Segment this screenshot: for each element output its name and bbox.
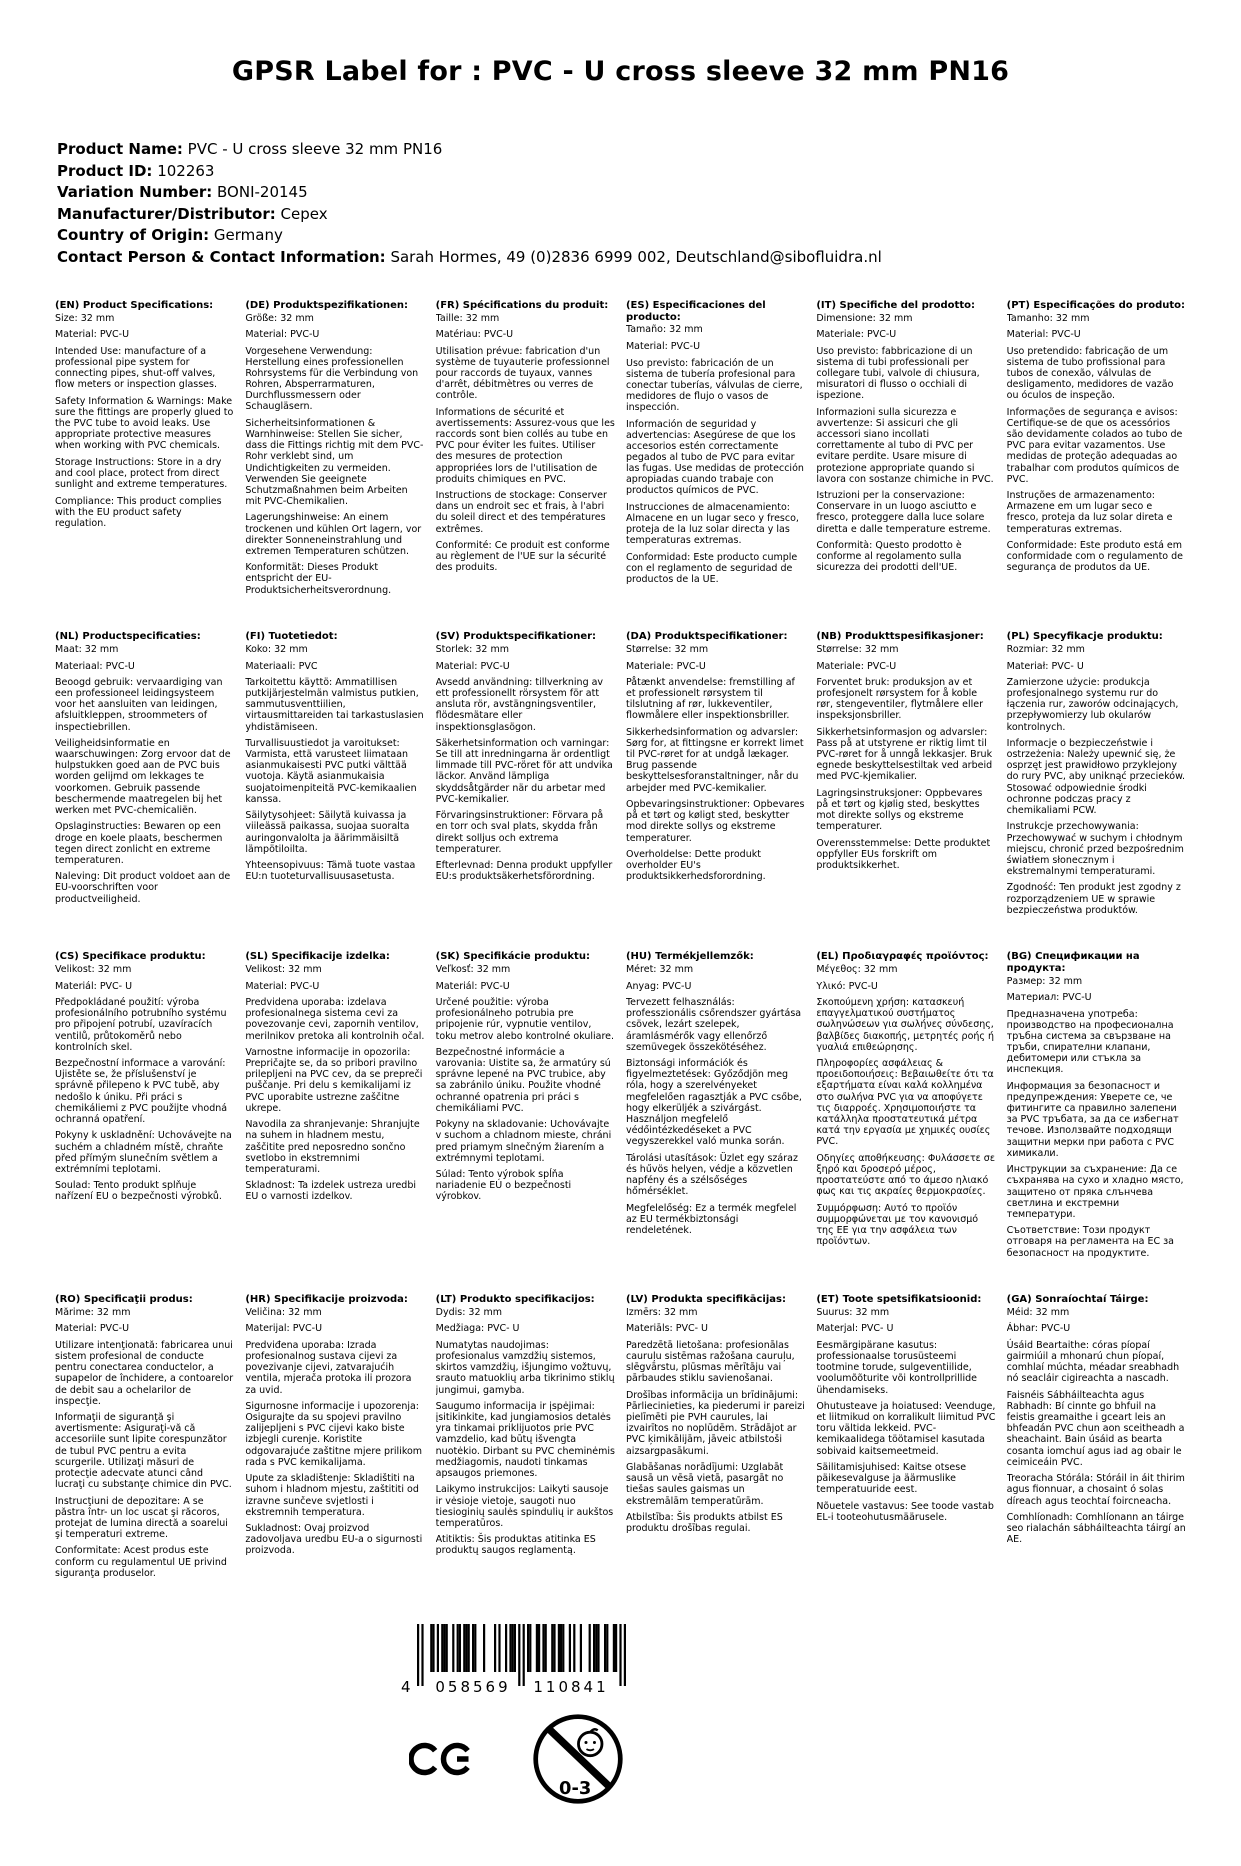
spec-heading-hr: (HR) Specifikacije proizvoda: xyxy=(245,1294,408,1306)
spec-heading-sv: (SV) Produktspecifikationer: xyxy=(435,631,597,643)
spec-heading-sl: (SL) Specifikacije izdelka: xyxy=(245,951,390,963)
spec-heading-pt: (PT) Especificações do produto: xyxy=(1006,300,1186,311)
spec-paragraph: Material: PVC-U xyxy=(625,340,701,352)
spec-block-lv xyxy=(626,1294,805,1584)
spec-paragraph: Material: PVC-U xyxy=(245,329,320,341)
spec-paragraph: Ohutusteave ja hoiatused: Veenduge, et liitmikud on korralikult liimitud PVC toru vältida lekkeid. PVC-kemikaalidega töötamisel kasutada sobivaid kaitsemeetmeid. xyxy=(816,1401,996,1457)
spec-paragraph: Rozmiar: 32 mm xyxy=(1006,643,1085,655)
spec-paragraph: Säilytysohjeet: Säilytä kuivassa ja viileässä paikassa, suojaa suoralta auringonvalolta ja äärimmäisiltä lämpötiloilta. xyxy=(245,810,410,855)
spec-paragraph: Tamanho: 32 mm xyxy=(1006,312,1090,324)
barcode-group1: 058569 xyxy=(435,1678,511,1697)
spec-block-fr xyxy=(436,300,615,601)
spec-paragraph: Istruzioni per la conservazione: Conservare in un luogo asciutto e fresco, proteggere dalla luce solare diretta e dalle temperature estreme. xyxy=(816,490,991,535)
spec-paragraph: Suurus: 32 mm xyxy=(816,1306,890,1318)
spec-heading-es: (ES) Especificaciones del producto: xyxy=(625,300,766,323)
spec-paragraph: Tarkoitettu käyttö: Ammatillisen putkijärjestelmän valmistus putkien, sammutusventtiilien, virtausmittareiden tai tarkastuslasien yhdistämiseen. xyxy=(245,677,424,733)
spec-paragraph: Uso previsto: fabbricazione di un sistema di tubi professionali per collegare tubi, valvole di chiusura, misuratori di flusso o occhiali di ispezione. xyxy=(816,345,980,402)
spec-heading-fi: (FI) Tuotetiedot: xyxy=(245,631,338,643)
spec-block-it xyxy=(816,300,995,601)
spec-paragraph: Turvallisuustiedot ja varoitukset: Varmista, että varusteet liimataan asianmukaisesti PVC putki välttää vuotoja. Käytä asianmukaisia suojatoimenpiteitä PVC-kemikaalien kanssa. xyxy=(245,738,417,805)
spec-paragraph: Storage Instructions: Store in a dry and cool place, protect from direct sunlight and extreme temperatures. xyxy=(55,456,228,491)
spec-paragraph: Laikymo instrukcijos: Laikyti sausoje ir vėsioje vietoje, saugoti nuo tiesioginių saulės spindulių ir aukštos temperatūros. xyxy=(435,1484,614,1529)
spec-paragraph: Säkerhetsinformation och varningar: Se till att inredningarna är ordentligt limmade till PVC-röret för att undvika läckor. Använd lämpliga skyddsåtgärder när du arbetar med PVC-kemikalier. xyxy=(435,738,613,805)
spec-paragraph: Pokyny k uskladnění: Uchovávejte na suchém a chladném místě, chraňte před přímým slunečním světlem a extrémními teplotami. xyxy=(55,1130,232,1175)
spec-paragraph: Предназначена употреба: производство на професионална тръбна система за свързване на тръби, спирателни клапани, дебитомери или стъкла за инспекция. xyxy=(1006,1008,1174,1076)
spec-heading-bg: (BG) Спецификации на продукта: xyxy=(1006,951,1140,974)
barcode-bars xyxy=(393,1624,633,1696)
spec-paragraph: Izmērs: 32 mm xyxy=(625,1306,698,1318)
spec-paragraph: Varnostne informacije in opozorila: Prepričajte se, da so pribori pravilno prilepljeni na PVC cev, da se prepreči puščanje. Pri delu s kemikalijami iz PVC uporabite ustrezne zaščitne ukrepe. xyxy=(245,1047,423,1114)
spec-paragraph: Vorgesehene Verwendung: Herstellung eines professionellen Rohrsystems für die Verbindung von Rohren, Absperrarmaturen, Durchflussmessern oder Schaugläsern. xyxy=(245,345,419,413)
spec-paragraph: Material: PVC-U xyxy=(435,660,510,672)
spec-paragraph: Overholdelse: Dette produkt overholder EU's produktsikkerhedsforordning. xyxy=(625,849,766,883)
spec-paragraph: Materiaal: PVC-U xyxy=(55,660,135,672)
spec-paragraph: Materiál: PVC- U xyxy=(55,980,133,992)
spec-block-bg xyxy=(1007,951,1186,1264)
spec-block-es xyxy=(626,300,805,601)
spec-paragraph: Conformité: Ce produit est conforme au règlement de l'UE sur la sécurité des produits. xyxy=(435,540,610,574)
spec-paragraph: Tamaño: 32 mm xyxy=(625,324,703,336)
spec-paragraph: Numatytas naudojimas: profesionalus vamzdžių sistemos, skirtos vamzdžių, išjungimo vožtuvų, srauto matuoklių arba tikrinimo stiklų jungimui, gamyba. xyxy=(435,1340,615,1396)
spec-paragraph: Materiale: PVC-U xyxy=(816,660,897,672)
spec-block-sl xyxy=(245,951,424,1264)
spec-paragraph: Conformitate: Acest produs este conform cu regulamentul UE privind siguranţa produselor. xyxy=(55,1545,227,1579)
spec-heading-sk: (SK) Špecifikácie produktu: xyxy=(435,951,590,963)
spec-block-pl xyxy=(1007,631,1186,921)
spec-paragraph: Instructions de stockage: Conserver dans un endroit sec et frais, à l'abri du soleil direct et des températures extrêmes. xyxy=(435,490,607,535)
spec-paragraph: Οδηγίες αποθήκευσης: Φυλάσσετε σε ξηρό και δροσερό μέρος, προστατεύστε από το άμεσο ηλιακό φως και τις ακραίες θερμοκρασίες. xyxy=(816,1152,995,1197)
spec-heading-hu: (HU) Termékjellemzők: xyxy=(625,951,754,963)
spec-paragraph: Skladnost: Ta izdelek ustreza uredbi EU o varnosti izdelkov. xyxy=(245,1180,416,1203)
spec-paragraph: Mărime: 32 mm xyxy=(55,1306,131,1318)
spec-paragraph: Megfelelőség: Ez a termék megfelel az EU termékbiztonsági rendeletének. xyxy=(625,1202,797,1236)
spec-paragraph: Zgodność: Ten produkt jest zgodny z rozporządzeniem UE w sprawie bezpieczeństwa produktów. xyxy=(1006,882,1181,916)
spec-block-sv xyxy=(436,631,615,921)
spec-paragraph: Material: PVC-U xyxy=(245,980,320,992)
spec-heading-ro: (RO) Specificaţii produs: xyxy=(55,1294,193,1306)
spec-paragraph: Förvaringsinstruktioner: Förvara på en torr och sval plats, skydda från direkt solljus och extrema temperaturer. xyxy=(435,810,604,855)
spec-paragraph: Navodila za shranjevanje: Shranjujte na suhem in hladnem mestu, zaščitite pred neposredno sončno svetlobo in ekstremnimi temperaturami. xyxy=(245,1119,420,1175)
product-info-row xyxy=(57,204,1186,226)
spec-paragraph: Información de seguridad y advertencias: Asegúrese de que los accesorios estén correctamente pegados al tubo de PVC para evitar las fugas. Use medidas de protección apropiadas cuando trabaje con productos químicos de PVC. xyxy=(625,418,804,497)
product-info-value: Cepex xyxy=(275,204,328,223)
spec-paragraph: Beoogd gebruik: vervaardiging van een professioneel leidingsysteem voor het aansluiten van leidingen, afsluitkleppen, stroommeters of inspectiebrillen. xyxy=(55,677,223,733)
spec-paragraph: Størrelse: 32 mm xyxy=(816,643,899,655)
spec-block-nl xyxy=(55,631,234,921)
spec-block-nb xyxy=(816,631,995,921)
spec-paragraph: Informazioni sulla sicurezza e avvertenze: Si assicuri che gli accessori siano incollati correttamente al tubo di PVC per evitare perdite. Usare misure di protezione appropriate quando si lavora con sostanze chimiche in PVC. xyxy=(816,406,994,485)
spec-paragraph: Instrukcje przechowywania: Przechowywać w suchym i chłodnym miejscu, chronić przed bezpośrednim światłem słonecznym i ekstremalnymi temperaturami. xyxy=(1006,821,1184,877)
bottom-section xyxy=(393,1624,713,1806)
spec-block-el xyxy=(816,951,995,1264)
spec-grid xyxy=(55,300,1186,1584)
product-info-row xyxy=(57,182,1186,204)
product-info xyxy=(57,139,1186,268)
spec-paragraph: Säilitamisjuhised: Kaitse otsese päikesevalguse ja äärmuslike temperatuuride eest. xyxy=(816,1462,967,1496)
spec-paragraph: Materiāls: PVC- U xyxy=(625,1323,709,1335)
spec-paragraph: Predviđena uporaba: Izrada profesionalnog sustava cijevi za povezivanje cijevi, zatvarajućih ventila, mjerača protoka ili prozora za uvid. xyxy=(245,1340,412,1396)
product-info-row xyxy=(57,225,1186,247)
spec-paragraph: Størrelse: 32 mm xyxy=(625,643,709,655)
spec-heading-el: (EL) Προδιαγραφές προϊόντος: xyxy=(816,951,989,963)
product-info-row xyxy=(57,247,1186,269)
spec-paragraph: Dimensione: 32 mm xyxy=(816,312,913,324)
spec-paragraph: Pokyny na skladovanie: Uchovávajte v suchom a chladnom mieste, chráni pred priamym slnečným žiarením a extrémnymi teplotami. xyxy=(435,1119,612,1164)
product-info-value: Sarah Hormes, 49 (0)2836 6999 002, Deutschland@sibofluidra.nl xyxy=(385,247,882,266)
spec-heading-et: (ET) Toote spetsifikatsioonid: xyxy=(816,1294,982,1306)
product-info-row xyxy=(57,161,1186,183)
spec-paragraph: Overensstemmelse: Dette produktet oppfyller EUs forskrift om produktsikkerhet. xyxy=(816,838,991,872)
spec-paragraph: Efterlevnad: Denna produkt uppfyller EU:s produktsäkerhetsförordning. xyxy=(435,860,613,883)
spec-paragraph: Sikkerhedsinformation og advarsler: Sørg for, at fittingsne er korrekt limet til PVC-røret for at undgå lækager. Brug passende beskyttelsesforanstaltninger, når du arbejder med PVC-kemikalier. xyxy=(625,727,804,794)
spec-paragraph: Информация за безопасност и предупреждения: Уверете се, че фитингите са правилно залепени за PVC тръбата, за да се избегнат течове. Използвайте подходящи защитни мерки при работа с PVC химикали. xyxy=(1006,1081,1179,1159)
spec-paragraph: Úsáid Beartaithe: córas píopaí gairmiúil a mhonarú chun píopaí, comhlaí múchta, méadar sreabhadh nó seacláir cigireachta a nascadh. xyxy=(1006,1340,1180,1385)
spec-paragraph: Faisnéis Sábháilteachta agus Rabhadh: Bí cinnte go bhfuil na feistis greamaithe i gceart leis an bhfeadán PVC chun aon sceitheadh a sheachaint. Bain úsáid as bearta cosanta iomchuí agus iad ag obair le ceimiceáin PVC. xyxy=(1006,1390,1185,1468)
spec-paragraph: Biztonsági információk és figyelmeztetések: Győződjön meg róla, hogy a szerelvényeket megfelelően ragasztják a PVC csőbe, hogy elkerüljék a szivárgást. Használjon megfelelő védőintézkedéseket a PVC vegyszerekkel való munka során. xyxy=(625,1058,802,1148)
ean13-barcode xyxy=(393,1624,633,1696)
spec-paragraph: Saugumo informacija ir įspėjimai: įsitikinkite, kad jungiamosios detalės yra tinkamai priklijuotos prie PVC vamzdelio, kad būtų išvengta nuotėkio. Dirbant su PVC cheminėmis medžiagomis, naudoti tinkamas apsaugos priemones. xyxy=(435,1401,615,1479)
spec-paragraph: Ábhar: PVC-U xyxy=(1006,1323,1071,1335)
spec-heading-lt: (LT) Produkto specifikacijos: xyxy=(435,1294,595,1306)
spec-heading-lv: (LV) Produkta specifikācijas: xyxy=(625,1294,786,1306)
spec-paragraph: Safety Information & Warnings: Make sure the fittings are properly glued to the PVC tube to avoid leaks. Use appropriate protective measures when working with PVC chemicals. xyxy=(55,395,234,452)
spec-paragraph: Materijal: PVC-U xyxy=(245,1323,323,1335)
spec-heading-it: (IT) Specifiche del prodotto: xyxy=(816,300,975,311)
spec-paragraph: Инструкции за съхранение: Да се съхранява на сухо и хладно място, защитено от пряка слънчева светлина и екстремни температури. xyxy=(1006,1164,1184,1220)
spec-block-cs xyxy=(55,951,234,1264)
spec-paragraph: Konformität: Dieses Produkt entspricht der EU-Produktsicherheitsverordnung. xyxy=(245,562,392,596)
spec-paragraph: Instruções de armazenamento: Armazene em um lugar seco e fresco, proteja da luz solar direta e temperaturas extremas. xyxy=(1006,490,1173,535)
product-info-value: PVC - U cross sleeve 32 mm PN16 xyxy=(182,140,443,158)
product-info-label: Manufacturer/Distributor: xyxy=(57,204,276,223)
spec-paragraph: Comhlíonadh: Comhlíonann an táirge seo rialachán sábháilteachta táirgí an AE. xyxy=(1006,1512,1186,1546)
spec-paragraph: Conformidade: Este produto está em conformidade com o regulamento de segurança de produtos da UE. xyxy=(1006,540,1183,574)
spec-block-hr xyxy=(245,1294,424,1584)
spec-paragraph: Maat: 32 mm xyxy=(55,643,119,655)
spec-block-da xyxy=(626,631,805,921)
spec-paragraph: Paredzētā lietošana: profesionālas cauruļu sistēmas ražošana cauruļu, slēgvārstu, plūsmas mērītāju vai pārbaudes stiklu savienošanai. xyxy=(625,1340,795,1385)
spec-paragraph: Σκοπούμενη χρήση: κατασκευή επαγγελματικού συστήματος σωληνώσεων για σωλήνες σύνδεσης, βαλβίδες διακοπής, μετρητές ροής ή γυαλιά επιθεώρησης. xyxy=(816,997,995,1053)
product-info-label: Contact Person & Contact Information: xyxy=(57,247,386,266)
spec-paragraph: Nõuetele vastavus: See toode vastab EL-i tooteohutusmäärusele. xyxy=(816,1501,994,1524)
spec-paragraph: Taille: 32 mm xyxy=(435,312,500,324)
spec-paragraph: Größe: 32 mm xyxy=(245,312,314,324)
spec-heading-de: (DE) Produktspezifikationen: xyxy=(245,300,408,311)
spec-heading-en: (EN) Product Specifications: xyxy=(55,300,214,311)
spec-paragraph: Materiál: PVC-U xyxy=(435,980,510,992)
spec-paragraph: Tárolási utasítások: Üzlet egy száraz és hűvös helyen, védje a közvetlen napfény és a szélsőséges hőmérséklet. xyxy=(625,1152,798,1197)
spec-paragraph: Materiale: PVC-U xyxy=(816,329,897,341)
spec-heading-cs: (CS) Specifikace produktu: xyxy=(55,951,206,963)
spec-paragraph: Upute za skladištenje: Skladištiti na suhom i hladnom mjestu, zaštititi od izravne sunčeve svjetlosti i ekstremnih temperatura. xyxy=(245,1473,419,1518)
spec-paragraph: Opslaginstructies: Bewaren op een droge en koele plaats, beschermen tegen direct zonlicht en extreme temperaturen. xyxy=(55,821,223,866)
spec-block-en xyxy=(55,300,234,601)
spec-paragraph: Intended Use: manufacture of a professional pipe system for connecting pipes, shut-off valves, flow meters or inspection glasses. xyxy=(55,345,217,391)
spec-paragraph: Materiał: PVC- U xyxy=(1006,660,1084,672)
spec-heading-da: (DA) Produktspecifikationer: xyxy=(625,631,788,643)
spec-paragraph: Forventet bruk: produksjon av et profesjonelt rørsystem for å koble rør, stengeventiler, flytmålere eller inspeksjonsbriller. xyxy=(816,677,984,722)
spec-paragraph: Sigurnosne informacije i upozorenja: Osigurajte da su spojevi pravilno zalijepljeni s PVC cijevi kako biste izbjegli curenje. Koristite odgovarajuće zaštitne mjere prilikom rada s PVC kemikalijama. xyxy=(245,1401,423,1468)
spec-paragraph: Veličina: 32 mm xyxy=(245,1306,322,1318)
product-info-value: Germany xyxy=(209,226,283,244)
spec-paragraph: Instrucţiuni de depozitare: A se păstra într- un loc uscat şi răcoros, protejat de lumina directă a soarelui şi temperaturi extreme. xyxy=(55,1495,228,1540)
spec-heading-nl: (NL) Productspecificaties: xyxy=(55,631,201,643)
spec-heading-pl: (PL) Specyfikacje produktu: xyxy=(1006,631,1163,643)
spec-paragraph: Anyag: PVC-U xyxy=(625,980,692,992)
spec-paragraph: Bezpečnostné informácie a varovania: Uistite sa, že armatúry sú správne lepené na PVC trubice, aby sa zabránilo úniku. Použite vhodné ochranné opatrenia pri práci s chemikáliami PVC. xyxy=(435,1047,611,1114)
spec-block-ga xyxy=(1007,1294,1186,1584)
spec-paragraph: Размер: 32 mm xyxy=(1006,975,1083,987)
spec-paragraph: Předpokládané použití: výroba profesionálního potrubního systému pro připojení potrubí, uzavíracích ventilů, průtokoměrů nebo kontrolních skel. xyxy=(55,997,227,1053)
spec-paragraph: Yhteensopivuus: Tämä tuote vastaa EU:n tuoteturvallisuusasetusta. xyxy=(245,860,416,883)
spec-paragraph: Sicherheitsinformationen & Warnhinweise: Stellen Sie sicher, dass die Fittings richtig mit dem PVC-Rohr verklebt sind, um Undichtigkeiten zu vermeiden. Verwenden Sie geeignete Schutzmaßnahmen beim Arbeiten mit PVC-Chemikalien. xyxy=(245,418,424,507)
spec-paragraph: Storlek: 32 mm xyxy=(435,643,509,655)
spec-paragraph: Informaţii de siguranţă şi avertismente: Asiguraţi-vă că accesoriile sunt lipite corespunzător de tubul PVC pentru a evita scurgerile. Utilizaţi măsuri de protecţie adecvate atunci când lucraţi cu substanţe chimice din PVC. xyxy=(55,1412,232,1490)
product-info-label: Product ID: xyxy=(57,161,153,180)
spec-paragraph: Glabāšanas norādījumi: Uzglabāt sausā un vēsā vietā, pasargāt no tiešas saules gaismas un ekstremālām temperatūrām. xyxy=(625,1462,784,1507)
spec-paragraph: Matériau: PVC-U xyxy=(435,329,514,341)
spec-block-et xyxy=(816,1294,995,1584)
spec-paragraph: Μέγεθος: 32 mm xyxy=(816,963,898,975)
spec-paragraph: Informations de sécurité et avertissements: Assurez-vous que les raccords sont bien collés au tube en PVC pour éviter les fuites. Utiliser des mesures de protection appropriées lors de l'utilisation de produits chimiques en PVC. xyxy=(435,406,615,485)
spec-paragraph: Material: PVC-U xyxy=(1006,329,1081,341)
spec-paragraph: Velikost: 32 mm xyxy=(55,963,132,975)
spec-paragraph: Dydis: 32 mm xyxy=(435,1306,503,1318)
spec-paragraph: Naleving: Dit product voldoet aan de EU-voorschriften voor productveiligheid. xyxy=(55,871,231,905)
spec-paragraph: Tervezett felhasználás: professzionális csőrendszer gyártása csövek, lezárt szelepek, áramlásmérők vagy ellenőrző szemüvegek összekötéséhez. xyxy=(625,997,802,1053)
product-info-label: Product Name: xyxy=(57,140,183,158)
spec-paragraph: Atbilstība: Šis produkts atbilst ES produktu drošības regulai. xyxy=(625,1512,783,1535)
spec-paragraph: Avsedd användning: tillverkning av ett professionellt rörsystem för att ansluta rör, avstängningsventiler, flödesmätare eller inspektionsglasögon. xyxy=(435,677,604,733)
spec-paragraph: Určené použitie: výroba profesionálneho potrubia pre pripojenie rúr, vypnutie ventilov, toku metrov alebo kontrolné okuliare. xyxy=(435,997,615,1042)
spec-paragraph: Utilisation prévue: fabrication d'un système de tuyauterie professionnel pour raccords de tuyaux, vannes d'arrêt, débitmètres ou verres de contrôle. xyxy=(435,345,610,402)
spec-paragraph: Påtænkt anvendelse: fremstilling af et professionelt rørsystem til tilslutning af rør, lukkeventiler, flowmålere eller inspektionsbriller. xyxy=(625,677,795,722)
spec-paragraph: Materjal: PVC- U xyxy=(816,1323,894,1335)
spec-paragraph: Съответствие: Този продукт отговаря на регламента на ЕС за безопасност на продуктите. xyxy=(1006,1225,1174,1259)
spec-paragraph: Conformità: Questo prodotto è conforme al regolamento sulla sicurezza dei prodotti dell'UE. xyxy=(816,540,962,574)
spec-paragraph: Treoracha Stórála: Stóráil in áit thirim agus fionnuar, a chosaint ó solas díreach agus teochtaí foircneacha. xyxy=(1006,1473,1185,1507)
spec-paragraph: Συμμόρφωση: Αυτό το προϊόν συμμορφώνεται με τον κανονισμό της ΕΕ για την ασφάλεια των προϊόντων. xyxy=(816,1202,979,1247)
product-info-label: Country of Origin: xyxy=(57,226,210,244)
spec-paragraph: Utilizare intenţionată: fabricarea unui sistem profesional de conducte pentru conectarea conductelor, a supapelor de închidere, a contoarelor de debit sau a ochelarilor de inspecţie. xyxy=(55,1340,234,1407)
age-warning-0-3-icon xyxy=(531,1712,625,1806)
product-info-label: Variation Number: xyxy=(57,183,213,201)
product-info-value: BONI-20145 xyxy=(212,183,308,201)
spec-paragraph: Veiligheidsinformatie en waarschuwingen: Zorg ervoor dat de hulpstukken goed aan de PVC buis worden gelijmd om lekkages te voorkomen. Gebruik passende beschermende maatregelen bij het werken met PVC-chemicaliën. xyxy=(55,738,231,816)
spec-heading-fr: (FR) Spécifications du produit: xyxy=(435,300,609,311)
spec-paragraph: Instrucciones de almacenamiento: Almacene en un lugar seco y fresco, proteja de la luz solar directa y las temperaturas extremas. xyxy=(625,501,799,547)
spec-paragraph: Méid: 32 mm xyxy=(1006,1306,1070,1318)
barcode-group2: 110841 xyxy=(533,1678,609,1697)
spec-paragraph: Zamierzone użycie: produkcja profesjonalnego systemu rur do łączenia rur, zaworów odcinających, przepływomierzy lub okularów kontrolnych. xyxy=(1006,677,1179,733)
spec-paragraph: Atitiktis: Šis produktas atitinka ES produktų saugos reglamentą. xyxy=(435,1534,596,1557)
spec-block-lt xyxy=(436,1294,615,1584)
spec-paragraph: Veľkosť: 32 mm xyxy=(435,963,511,975)
spec-paragraph: Материал: PVC-U xyxy=(1006,992,1092,1004)
spec-paragraph: Sikkerhetsinformasjon og advarsler: Pass på at utstyrene er riktig limt til PVC-røret for å unngå lekkasjer. Bruk egnede beskyttelsestiltak ved arbeid med PVC-kjemikalier. xyxy=(816,727,993,783)
spec-heading-ga: (GA) Sonraíochtaí Táirge: xyxy=(1006,1294,1149,1306)
spec-paragraph: Lagringsinstruksjoner: Oppbevares på et tørt og kjølig sted, beskyttes mot direkte sollys og ekstreme temperaturer. xyxy=(816,788,983,833)
spec-paragraph: Drošības informācija un brīdinājumi: Pārliecinieties, ka piederumi ir pareizi pielīmēti pie PVH caurules, lai izvairītos no noplūdēm. Strādājot ar PVC ķimikālijām, jāveic atbilstoši aizsargpasākumi. xyxy=(625,1390,805,1457)
spec-paragraph: Medžiaga: PVC- U xyxy=(435,1323,520,1335)
spec-paragraph: Koko: 32 mm xyxy=(245,643,308,655)
spec-paragraph: Πληροφορίες ασφάλειας & προειδοποιήσεις: Βεβαιωθείτε ότι τα εξαρτήματα είναι καλά κολλημένα στο σωλήνα PVC για να αποφύγετε τις διαρροές. Χρησιμοποιήστε τα κατάλληλα προστατευτικά μέτρα κατά την εργασία με χημικές ουσίες PVC. xyxy=(816,1058,994,1148)
ce-mark-icon xyxy=(409,1740,475,1778)
spec-paragraph: Materiale: PVC-U xyxy=(625,660,706,672)
spec-block-hu xyxy=(626,951,805,1264)
spec-paragraph: Opbevaringsinstruktioner: Opbevares på et tørt og køligt sted, beskytter mod direkte sollys og ekstreme temperaturer. xyxy=(625,799,805,844)
spec-paragraph: Conformidad: Este producto cumple con el reglamento de seguridad de productos de la UE. xyxy=(625,551,798,586)
spec-paragraph: Soulad: Tento produkt splňuje nařízení EU o bezpečnosti výrobků. xyxy=(55,1180,222,1203)
spec-block-pt xyxy=(1007,300,1186,601)
spec-paragraph: Predvidena uporaba: izdelava profesionalnega sistema cevi za povezovanje cevi, zapornih ventilov, merilnikov pretoka ali kontrolnih očal. xyxy=(245,997,425,1042)
spec-paragraph: Uso previsto: fabricación de un sistema de tubería profesional para conectar tuberías, válvulas de cierre, medidores de flujo o vasos de inspección. xyxy=(625,357,803,414)
spec-paragraph: Informações de segurança e avisos: Certifique-se de que os acessórios são devidamente colados ao tubo de PVC para evitar vazamentos. Use medidas de proteção adequadas ao trabalhar com produtos químicos de PVC. xyxy=(1006,406,1183,485)
spec-paragraph: Size: 32 mm xyxy=(55,312,115,324)
spec-paragraph: Material: PVC-U xyxy=(55,329,130,341)
spec-block-ro xyxy=(55,1294,234,1584)
spec-paragraph: Bezpečnostní informace a varování: Ujistěte se, že příslušenství je správně přilepeno k PVC tubě, aby nedošlo k úniku. Při práci s chemikáliemi z PVC použijte vhodná ochranná opatření. xyxy=(55,1058,228,1125)
spec-paragraph: Uso pretendido: fabricação de um sistema de tubo profissional para tubos de conexão, válvulas de desligamento, medidores de vazão ou óculos de inspeção. xyxy=(1006,345,1174,402)
page-title: GPSR Label for : PVC - U cross sleeve 32 mm PN16 xyxy=(231,56,1010,87)
spec-block-sk xyxy=(436,951,615,1264)
spec-heading-nb: (NB) Produkttspesifikasjoner: xyxy=(816,631,984,643)
spec-block-fi xyxy=(245,631,424,921)
spec-paragraph: Material: PVC-U xyxy=(55,1323,130,1335)
spec-block-de xyxy=(245,300,424,601)
spec-paragraph: Lagerungshinweise: An einem trockenen und kühlen Ort lagern, vor direkter Sonneneinstrahlung und extremen Temperaturen schützen. xyxy=(245,512,422,557)
age-warning-text: 0-3 xyxy=(559,1778,592,1800)
product-info-row xyxy=(57,139,1186,161)
spec-paragraph: Informacje o bezpieczeństwie i ostrzeżenia: Należy upewnić się, że osprzęt jest prawidłowo przyklejony do rury PVC, aby uniknąć przecieków. Stosować odpowiednie środki ochronne podczas pracy z chemikaliami PCW. xyxy=(1006,738,1186,816)
spec-paragraph: Méret: 32 mm xyxy=(625,963,694,975)
spec-paragraph: Materiaali: PVC xyxy=(245,660,318,672)
spec-paragraph: Velikost: 32 mm xyxy=(245,963,322,975)
spec-paragraph: Súlad: Tento výrobok spĺňa nariadenie EÚ o bezpečnosti výrobkov. xyxy=(435,1169,572,1203)
symbols-row xyxy=(409,1712,713,1806)
barcode-left-digit: 4 xyxy=(401,1678,411,1697)
spec-paragraph: Compliance: This product complies with the EU product safety regulation. xyxy=(55,495,222,529)
spec-paragraph: Sukladnost: Ovaj proizvod zadovoljava uredbu EU-a o sigurnosti proizvoda. xyxy=(245,1523,423,1557)
spec-paragraph: Eesmärgipärane kasutus: professionaalse torusüsteemi tootmine torude, sulgeventiilide, voolumõõturite või kontrollprillide ühendamiseks. xyxy=(816,1340,977,1396)
product-info-value: 102263 xyxy=(152,161,215,180)
spec-paragraph: Υλικό: PVC-U xyxy=(816,980,878,992)
